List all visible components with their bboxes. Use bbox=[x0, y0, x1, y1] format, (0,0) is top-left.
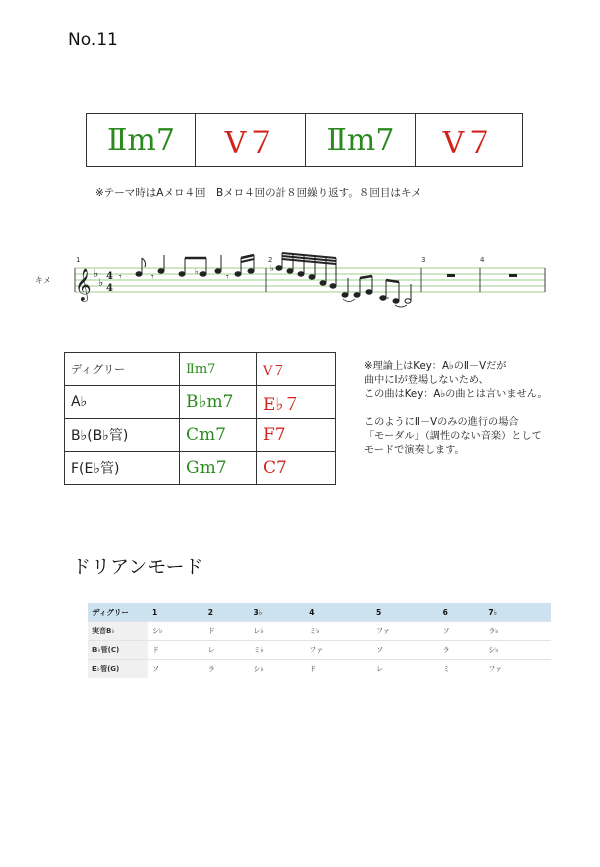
table-row bbox=[88, 622, 551, 641]
measure-number-4: 4 bbox=[480, 256, 485, 264]
dorian-cell: ソ bbox=[439, 622, 485, 641]
table-row bbox=[65, 386, 336, 419]
dorian-cell: シ♭ bbox=[484, 641, 551, 660]
treble-clef-icon: 𝄞 bbox=[75, 268, 92, 301]
dorian-title: ドリアンモード bbox=[72, 556, 204, 578]
degree-row-col2: C7 bbox=[257, 452, 336, 485]
dorian-cell: ミ♭ bbox=[250, 641, 306, 660]
dorian-cell: レ bbox=[372, 660, 439, 679]
dorian-cell: レ bbox=[204, 641, 250, 660]
chord-chart bbox=[86, 113, 523, 167]
measure-number-2: 2 bbox=[268, 256, 273, 264]
theory-note-line: ※理論上はKey：A♭のⅡ－Ⅴだが bbox=[364, 361, 507, 372]
table-row bbox=[65, 353, 336, 386]
theory-note-line: モードで演奏します。 bbox=[364, 445, 465, 456]
page-number: No.11 bbox=[68, 30, 118, 50]
degree-row-key: A♭ bbox=[65, 386, 180, 419]
dorian-row-label: E♭管(G) bbox=[88, 660, 148, 679]
dorian-cell: ド bbox=[148, 641, 204, 660]
degree-row-col1: B♭m7 bbox=[180, 386, 257, 419]
dorian-cell: ラ bbox=[439, 641, 485, 660]
staff-lines bbox=[75, 268, 545, 292]
degree-table bbox=[64, 352, 336, 485]
time-signature-bottom: 4 bbox=[106, 283, 113, 294]
dorian-cell: ラ bbox=[204, 660, 250, 679]
whole-rest-icon bbox=[509, 274, 517, 277]
theory-note-line: 曲中にⅠが登場しないため、 bbox=[364, 375, 489, 386]
flat-icon: ♭ bbox=[93, 267, 99, 280]
flat-icon: ♭ bbox=[98, 276, 104, 289]
table-row bbox=[88, 641, 551, 660]
degree-row-col1: Gm7 bbox=[180, 452, 257, 485]
dorian-cell: シ♭ bbox=[250, 660, 306, 679]
degree-row-key: B♭(B♭管) bbox=[65, 419, 180, 452]
dorian-row-label: 実音B♭ bbox=[88, 622, 148, 641]
dorian-header: ディグリー bbox=[88, 603, 148, 622]
eighth-rest-icon: 𝄾 bbox=[119, 272, 122, 283]
chord-cell-3: Ⅱm7 bbox=[305, 114, 415, 166]
degree-row-col2: E♭７ bbox=[257, 386, 336, 419]
dorian-cell: ド bbox=[305, 660, 372, 679]
theme-note: ※テーマ時はAメロ４回 Bメロ４回の計８回繰り返す。８回目はキメ bbox=[95, 187, 422, 199]
theory-note bbox=[364, 360, 548, 458]
theory-note-line: この曲はKey：A♭の曲とは言いません。 bbox=[364, 389, 548, 400]
dorian-cell: ラ♭ bbox=[484, 622, 551, 641]
table-row bbox=[65, 419, 336, 452]
table-row bbox=[88, 660, 551, 679]
dorian-row-label: B♭管(C) bbox=[88, 641, 148, 660]
measure-number-3: 3 bbox=[421, 256, 426, 264]
whole-rest-icon bbox=[447, 274, 455, 277]
degree-row-col2: F7 bbox=[257, 419, 336, 452]
dorian-table bbox=[88, 603, 551, 678]
degree-row-col1: Cm7 bbox=[180, 419, 257, 452]
table-header-row bbox=[88, 603, 551, 622]
measure-1-notes bbox=[119, 255, 254, 283]
theory-note-line: 「モーダル」（調性のない音楽）として bbox=[364, 431, 542, 442]
dorian-header: 1 bbox=[148, 603, 204, 622]
degree-header-col1: Ⅱm7 bbox=[180, 353, 257, 386]
chord-cell-2: V７ bbox=[195, 114, 305, 166]
svg-text:♭: ♭ bbox=[195, 267, 199, 276]
table-row bbox=[65, 452, 336, 485]
dorian-cell: ファ bbox=[305, 641, 372, 660]
dorian-cell: ファ bbox=[484, 660, 551, 679]
dorian-cell: ソ bbox=[372, 641, 439, 660]
dorian-header: 5 bbox=[372, 603, 439, 622]
dorian-cell: レ♭ bbox=[250, 622, 306, 641]
degree-row-key: F(E♭管) bbox=[65, 452, 180, 485]
chord-cell-4: V７ bbox=[415, 114, 521, 166]
dorian-header: 2 bbox=[204, 603, 250, 622]
dorian-header: 6 bbox=[439, 603, 485, 622]
degree-header-col2: V７ bbox=[257, 353, 336, 386]
measure-number-1: 1 bbox=[76, 256, 81, 264]
dorian-cell: ミ bbox=[439, 660, 485, 679]
part-label: キメ bbox=[35, 276, 51, 285]
dorian-header: 4 bbox=[305, 603, 372, 622]
kime-score bbox=[35, 250, 555, 310]
dorian-cell: ソ bbox=[148, 660, 204, 679]
time-signature-top: 4 bbox=[106, 271, 113, 282]
degree-header-label: ディグリー bbox=[65, 353, 180, 386]
dorian-header: 3♭ bbox=[250, 603, 306, 622]
eighth-rest-icon: 𝄾 bbox=[151, 272, 154, 283]
dorian-cell: ド bbox=[204, 622, 250, 641]
dorian-cell: ミ♭ bbox=[305, 622, 372, 641]
theory-note-line: このようにⅡ－Ⅴのみの進行の場合 bbox=[364, 417, 519, 428]
dorian-cell: シ♭ bbox=[148, 622, 204, 641]
chord-cell-1: Ⅱm7 bbox=[107, 122, 175, 158]
dorian-cell: ファ bbox=[372, 622, 439, 641]
eighth-rest-icon: 𝄾 bbox=[226, 272, 229, 283]
svg-text:♭: ♭ bbox=[270, 264, 274, 273]
dorian-header: 7♭ bbox=[484, 603, 551, 622]
